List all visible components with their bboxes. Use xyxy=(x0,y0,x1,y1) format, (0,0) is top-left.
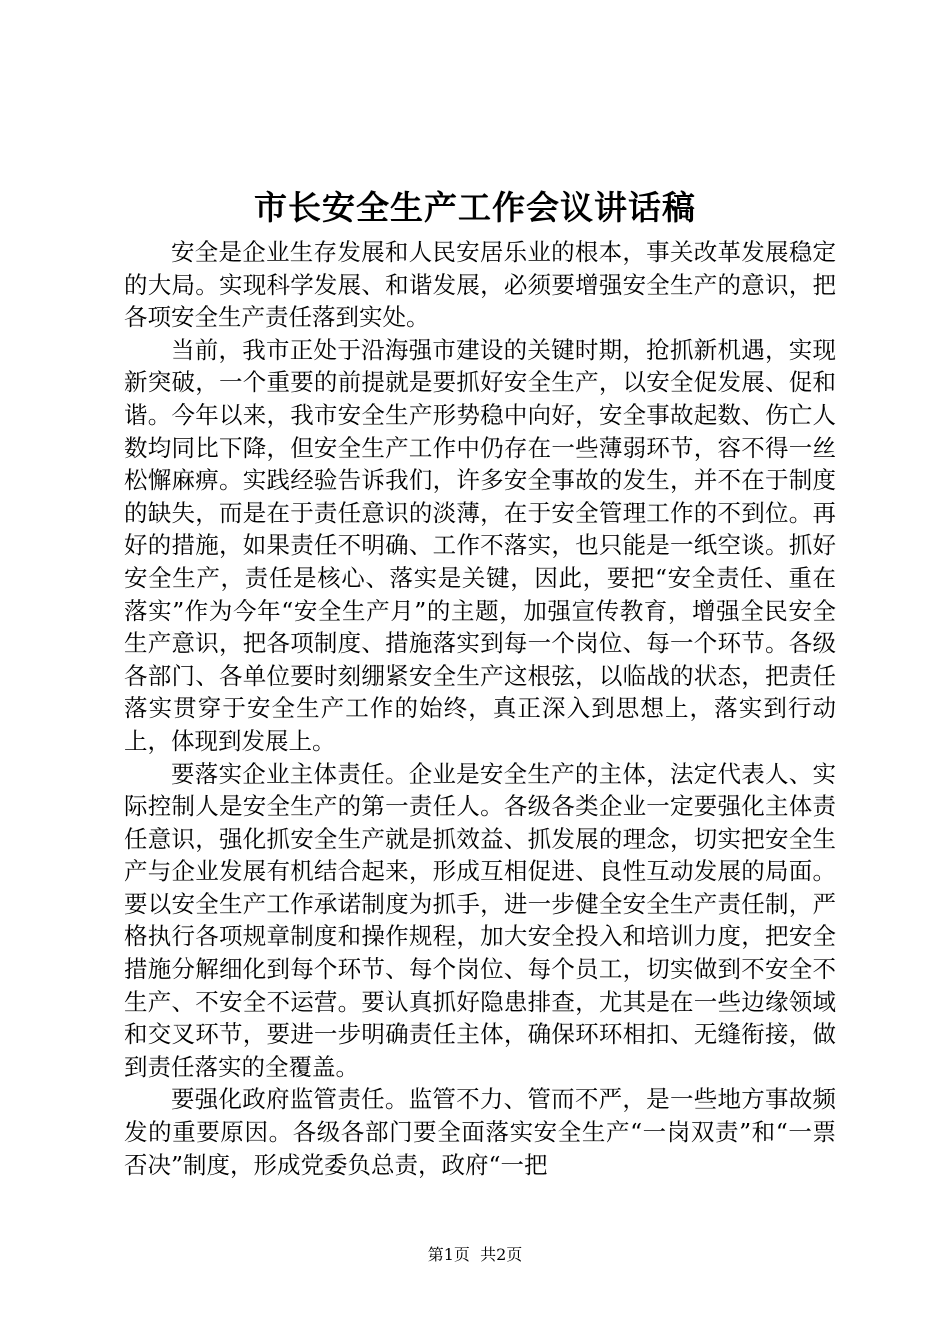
paragraph-4: 要强化政府监管责任。监管不力、管而不严，是一些地方事故频发的重要原因。各级各部门要全面落实安全生产“一岗双责”和“一票否决”制度，形成党委负总责，政府“一把 xyxy=(124,1085,836,1179)
document-body xyxy=(124,236,836,1181)
paragraph-3: 要落实企业主体责任。企业是安全生产的主体，法定代表人、实际控制人是安全生产的第一责任人。各级各类企业一定要强化主体责任意识，强化抓安全生产就是抓效益、抓发展的理念，切实把安全生产与企业发展有机结合起来，形成互相促进、良性互动发展的局面。要以安全生产工作承诺制度为抓手，进一步健全安全生产责任制，严格执行各项规章制度和操作规程，加大安全投入和培训力度，把安全措施分解细化到每个环节、每个岗位、每个员工，切实做到不安全不生产、不安全不运营。要认真抓好隐患排查，尤其是在一些边缘领域和交叉环节，要进一步明确责任主体，确保环环相扣、无缝衔接，做到责任落实的全覆盖。 xyxy=(124,759,836,1081)
page-number: 第1页 共2页 xyxy=(427,1245,523,1264)
document-title: 市长安全生产工作会议讲话稿 xyxy=(254,188,696,227)
paragraph-1: 安全是企业生存发展和人民安居乐业的根本，事关改革发展稳定的大局。实现科学发展、和谐发展，必须要增强安全生产的意识，把各项安全生产责任落到实处。 xyxy=(124,238,836,332)
page-footer xyxy=(0,1244,950,1266)
paragraph-2: 当前，我市正处于沿海强市建设的关键时期，抢抓新机遇，实现新突破，一个重要的前提就是要抓好安全生产，以安全促发展、促和谐。今年以来，我市安全生产形势稳中向好，安全事故起数、伤亡人数均同比下降，但安全生产工作中仍存在一些薄弱环节，容不得一丝松懈麻痹。实践经验告诉我们，许多安全事故的发生，并不在于制度的缺失，而是在于责任意识的淡薄，在于安全管理工作的不到位。再好的措施，如果责任不明确、工作不落实，也只能是一纸空谈。抓好安全生产，责任是核心、落实是关键，因此，要把“安全责任、重在落实”作为今年“安全生产月”的主题，加强宣传教育，增强全民安全生产意识，把各项制度、措施落实到每一个岗位、每一个环节。各级各部门、各单位要时刻绷紧安全生产这根弦，以临战的状态，把责任落实贯穿于安全生产工作的始终，真正深入到思想上，落实到行动上，体现到发展上。 xyxy=(124,335,836,755)
